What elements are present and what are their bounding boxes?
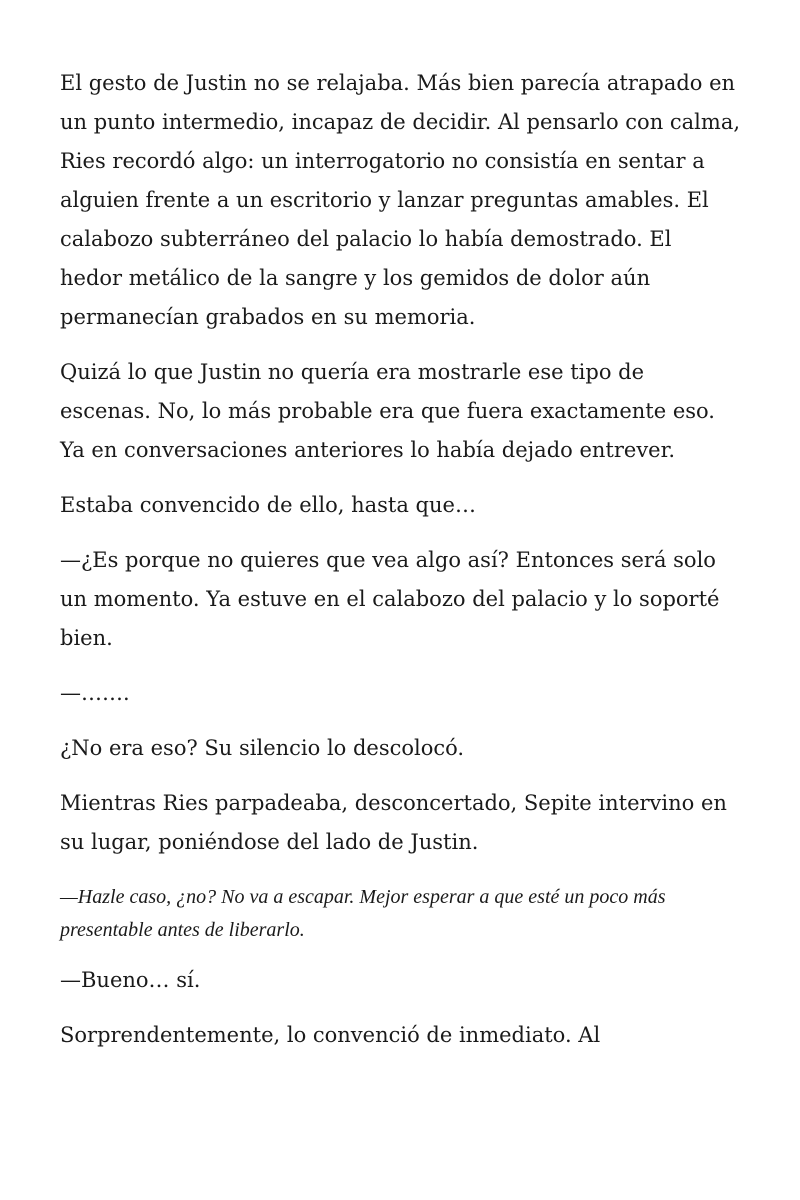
- paragraph: Sorprendentemente, lo convenció de inmediato. Al: [60, 1023, 601, 1047]
- paragraph: Quizá lo que Justin no quería era mostrarle ese tipo de escenas. No, lo más probable era que fuera exactamente eso. Ya en conversaciones anteriores lo había dejado entrever.: [60, 360, 715, 462]
- dialogue-paragraph: —¿Es porque no quieres que vea algo así? Entonces será solo un momento. Ya estuve en el calabozo del palacio y lo soporté bien.: [60, 548, 720, 650]
- dialogue-paragraph: —Bueno… sí.: [60, 968, 201, 992]
- italic-dialogue-paragraph: —Hazle caso, ¿no? No va a escapar. Mejor esperar a que esté un poco más presentable antes de liberarlo.: [60, 886, 666, 941]
- paragraph: Estaba convencido de ello, hasta que…: [60, 493, 476, 517]
- dialogue-paragraph: —…….: [60, 681, 130, 705]
- paragraph: Mientras Ries parpadeaba, desconcertado, Sepite intervino en su lugar, poniéndose del lado de Justin.: [60, 791, 727, 854]
- paragraph: ¿No era eso? Su silencio lo descolocó.: [60, 736, 465, 760]
- paragraph: El gesto de Justin no se relajaba. Más bien parecía atrapado en un punto intermedio, incapaz de decidir. Al pensarlo con calma, Ries recordó algo: un interrogatorio no consistía en sentar a alguien frente a un escritorio y lanzar preguntas amables. El calabozo subterráneo del palacio lo había demostrado. El hedor metálico de la sangre y los gemidos de dolor aún permanecían grabados en su memoria.: [60, 71, 741, 329]
- document-page: [60, 64, 740, 1071]
